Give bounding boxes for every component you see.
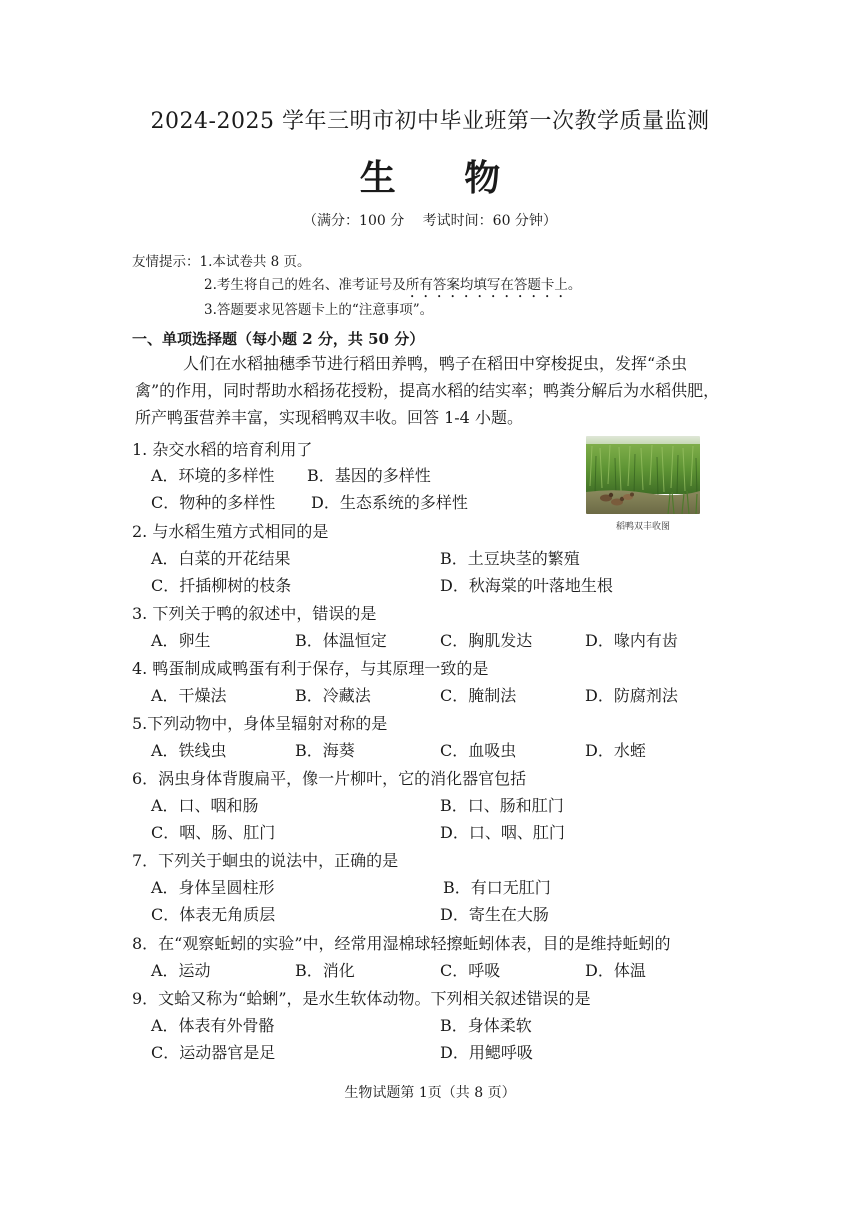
question-1-stem: 1. 杂交水稻的培育利用了 (132, 440, 313, 459)
passage-text: 人们在水稻抽穗季节进行稻田养鸭，鸭子在稻田中穿梭捉虫，发挥“杀虫禽”的作用，同时帮助水稻扬花授粉，提高水稻的结实率；鸭粪分解后为水稻供肥，所产鸭蛋营养丰富，实现稻鸭双丰收。回答 1-4 小题。 (135, 354, 720, 427)
q3-option-d: D．喙内有齿 (585, 631, 678, 650)
rice-field-icon (586, 436, 700, 514)
q8-option-d: D．体温 (585, 961, 646, 980)
q6-option-a: A．口、咽和肠 (151, 796, 259, 815)
q1-option-c: C．物种的多样性 (151, 493, 276, 512)
question-4-stem: 4. 鸭蛋制成咸鸭蛋有利于保存，与其原理一致的是 (132, 659, 489, 678)
page-footer: 生物试题第 1页（共 8 页） (344, 1085, 516, 1101)
q8-option-a: A．运动 (151, 961, 211, 980)
q9-option-b: B．身体柔软 (440, 1016, 532, 1035)
question-7-stem: 7．下列关于蛔虫的说法中，正确的是 (132, 851, 399, 870)
question-5-stem: 5.下列动物中，身体呈辐射对称的是 (132, 714, 388, 733)
q8-option-b: B．消化 (295, 961, 355, 980)
tip-line-3: 3.答题要求见答题卡上的“注意事项”。 (204, 302, 434, 318)
exam-title: 2024-2025 学年三明市初中毕业班第一次教学质量监测 (150, 109, 710, 134)
q7-option-a: A．身体呈圆柱形 (151, 878, 275, 897)
q5-option-d: D．水蛭 (585, 741, 646, 760)
q3-option-c: C．胸肌发达 (440, 631, 533, 650)
q7-option-b: B．有口无肛门 (443, 878, 551, 897)
subject-title: 生 物 (359, 157, 529, 199)
q2-option-c: C．扦插柳树的枝条 (151, 576, 292, 595)
tip-text-2c: 。 (567, 277, 582, 293)
q7-option-c: C．体表无角质层 (151, 905, 276, 924)
question-3-stem: 3. 下列关于鸭的叙述中，错误的是 (132, 604, 377, 623)
rice-duck-photo (586, 436, 700, 514)
tip-text-2a: 2.考生将自己的姓名、准考证号及 (204, 277, 406, 293)
question-8-stem: 8．在“观察蚯蚓的实验”中，经常用湿棉球轻擦蚯蚓体表，目的是维持蚯蚓的 (132, 934, 671, 953)
q2-option-a: A．白菜的开花结果 (151, 549, 291, 568)
q1-option-b: B．基因的多样性 (307, 466, 431, 485)
exam-info: （满分：100 分 考试时间：60 分钟） (303, 213, 557, 229)
tip-line-2 (204, 273, 581, 301)
tip-label: 友情提示： (132, 254, 200, 270)
q6-option-c: C．咽、肠、肛门 (151, 823, 276, 842)
q4-option-c: C．腌制法 (440, 686, 517, 705)
q7-option-d: D．寄生在大肠 (440, 905, 549, 924)
q9-option-c: C．运动器官是足 (151, 1043, 276, 1062)
reading-passage (135, 350, 725, 431)
q6-option-b: B．口、肠和肛门 (440, 796, 564, 815)
q8-option-c: C．呼吸 (440, 961, 501, 980)
q2-option-d: D．秋海棠的叶落地生根 (440, 576, 613, 595)
section-heading: 一、单项选择题（每小题 2 分，共 50 分） (132, 330, 425, 348)
q4-option-b: B．冷藏法 (295, 686, 371, 705)
q2-option-b: B．土豆块茎的繁殖 (440, 549, 580, 568)
q1-option-d: D．生态系统的多样性 (311, 493, 468, 512)
q5-option-c: C．血吸虫 (440, 741, 517, 760)
q9-option-a: A．体表有外骨骼 (151, 1016, 275, 1035)
question-6-stem: 6．涡虫身体背腹扁平，像一片柳叶，它的消化器官包括 (132, 769, 527, 788)
figure-caption: 稻鸭双丰收图 (615, 522, 670, 532)
tip-line-1 (132, 250, 311, 270)
q3-option-b: B．体温恒定 (295, 631, 387, 650)
q1-option-a: A．环境的多样性 (151, 466, 275, 485)
q9-option-d: D．用鳃呼吸 (440, 1043, 533, 1062)
q6-option-d: D．口、咽、肛门 (440, 823, 565, 842)
q4-option-d: D．防腐剂法 (585, 686, 678, 705)
q5-option-b: B．海葵 (295, 741, 355, 760)
q3-option-a: A．卵生 (151, 631, 211, 650)
tip-text-2-emphasis: 所有答案均填写在答题卡上 (405, 277, 568, 293)
question-2-stem: 2. 与水稻生殖方式相同的是 (132, 522, 329, 541)
q5-option-a: A．铁线虫 (151, 741, 227, 760)
q4-option-a: A．干燥法 (151, 686, 227, 705)
question-9-stem: 9．文蛤又称为“蛤蜊”，是水生软体动物。下列相关叙述错误的是 (132, 989, 591, 1008)
tip-text-1: 1.本试卷共 8 页。 (199, 254, 311, 270)
